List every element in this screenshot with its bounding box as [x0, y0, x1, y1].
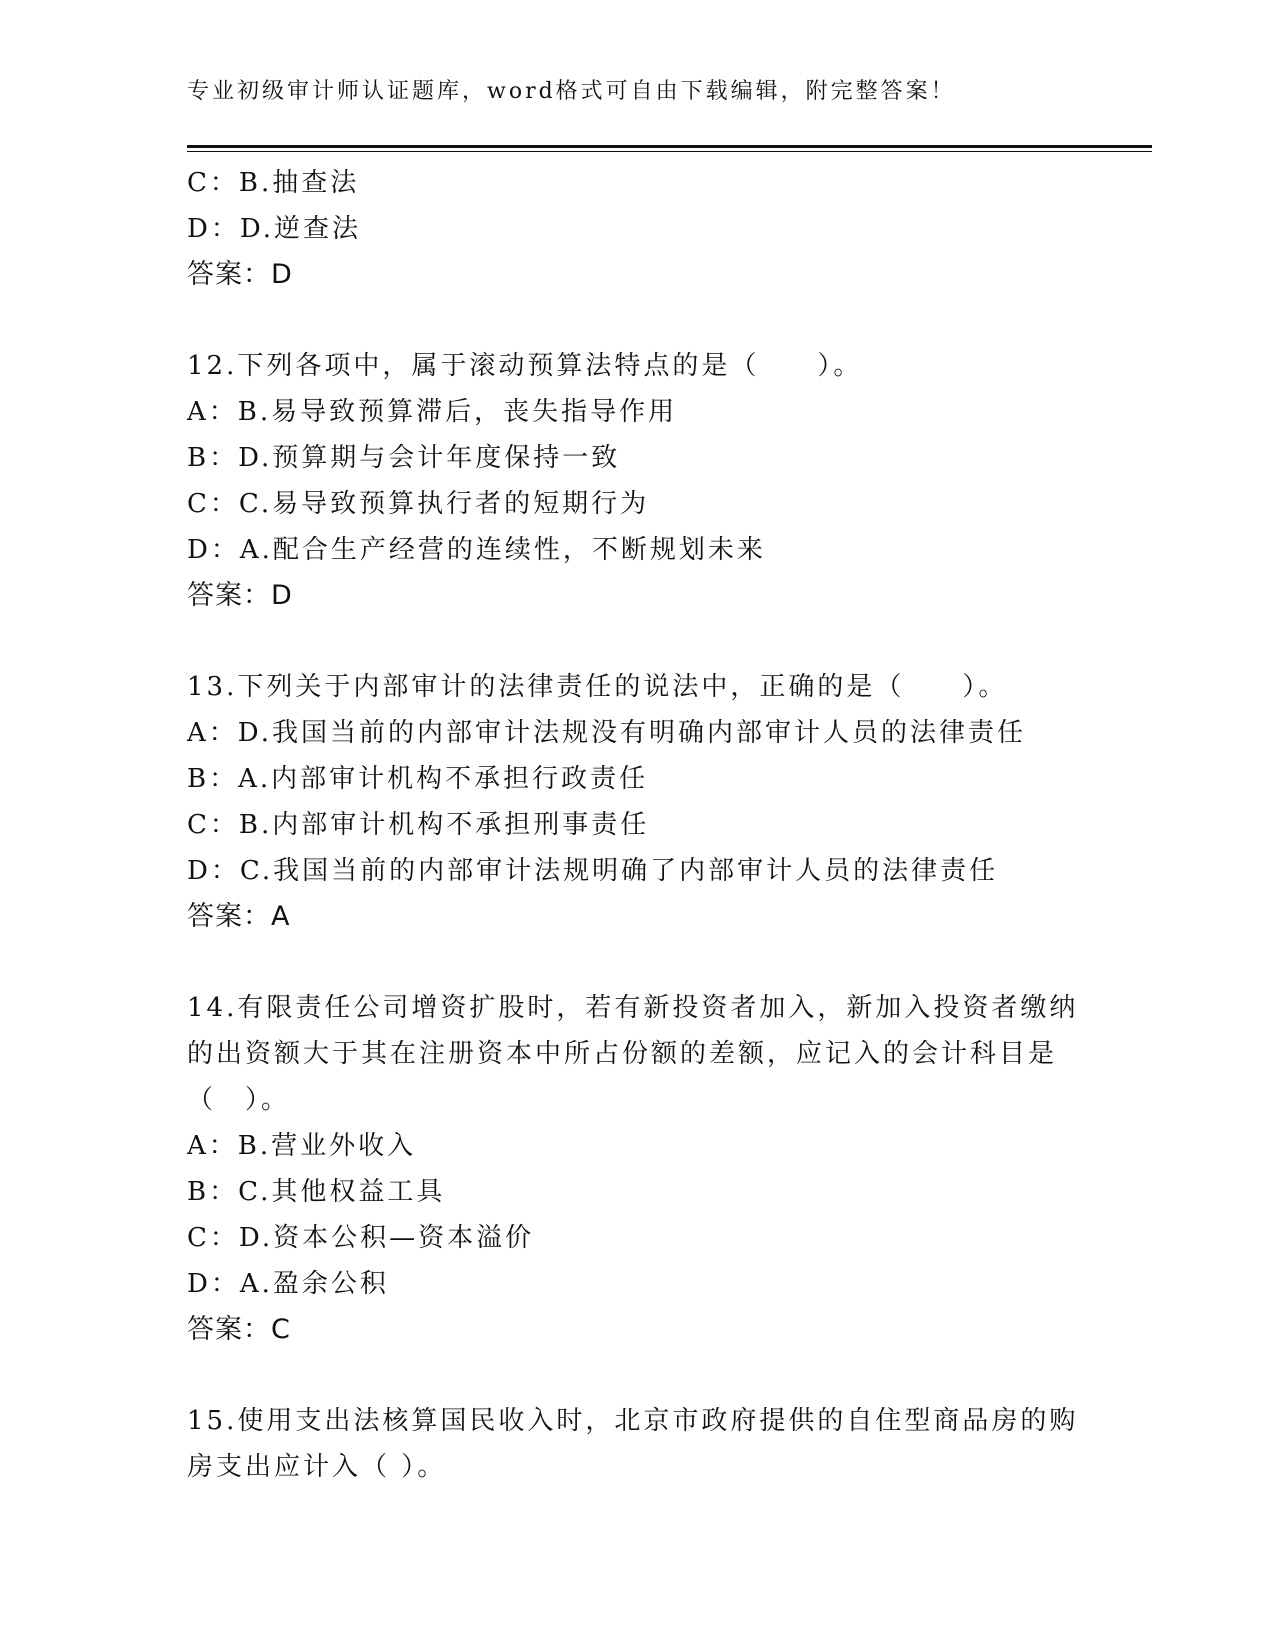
question-list — [187, 160, 1087, 1490]
question-text-line: 房支出应计入（ ）。 — [187, 1452, 447, 1482]
question-block-13 — [187, 664, 1087, 940]
block-gap — [187, 619, 1087, 664]
block-gap — [187, 940, 1087, 985]
option-d: D：A.盈余公积 — [187, 1269, 389, 1299]
question-block-11-continued — [187, 160, 1087, 298]
option-d: D：D.逆查法 — [187, 214, 362, 244]
block-gap — [187, 298, 1087, 343]
block-gap — [187, 1353, 1087, 1398]
answer-line: 答案：D — [187, 580, 293, 611]
question-block-14 — [187, 985, 1087, 1353]
option-d: D：A.配合生产经营的连续性，不断规划未来 — [187, 535, 766, 565]
option-c: C：D.资本公积—资本溢价 — [187, 1223, 535, 1253]
question-text-line: 14.有限责任公司增资扩股时，若有新投资者加入，新加入投资者缴纳 — [187, 993, 1079, 1023]
answer-line: 答案：A — [187, 901, 291, 932]
question-text: 12.下列各项中，属于滚动预算法特点的是（ ）。 — [187, 351, 863, 381]
page-header: 专业初级审计师认证题库，word格式可自由下载编辑，附完整答案！ — [187, 79, 956, 104]
option-c: C：C.易导致预算执行者的短期行为 — [187, 489, 650, 519]
question-block-15 — [187, 1398, 1087, 1490]
question-block-12 — [187, 343, 1087, 619]
question-text-line: （ ）。 — [187, 1085, 291, 1115]
option-a: A：B.易导致预算滞后，丧失指导作用 — [187, 397, 678, 427]
option-c: C：B.内部审计机构不承担刑事责任 — [187, 810, 650, 840]
answer-line: 答案：C — [187, 1314, 291, 1345]
option-d: D：C.我国当前的内部审计法规明确了内部审计人员的法律责任 — [187, 856, 999, 886]
header-divider — [187, 145, 1152, 152]
question-text-line: 15.使用支出法核算国民收入时，北京市政府提供的自住型商品房的购 — [187, 1406, 1079, 1436]
question-text: 13.下列关于内部审计的法律责任的说法中，正确的是（ ）。 — [187, 672, 1008, 702]
option-b: B：C.其他权益工具 — [187, 1177, 446, 1207]
option-a: A：B.营业外收入 — [187, 1131, 417, 1161]
option-b: B：D.预算期与会计年度保持一致 — [187, 443, 621, 473]
option-a: A：D.我国当前的内部审计法规没有明确内部审计人员的法律责任 — [187, 718, 1026, 748]
option-c: C：B.抽查法 — [187, 168, 360, 198]
option-b: B：A.内部审计机构不承担行政责任 — [187, 764, 649, 794]
answer-line: 答案：D — [187, 259, 293, 290]
question-text-line: 的出资额大于其在注册资本中所占份额的差额，应记入的会计科目是 — [187, 1039, 1058, 1069]
